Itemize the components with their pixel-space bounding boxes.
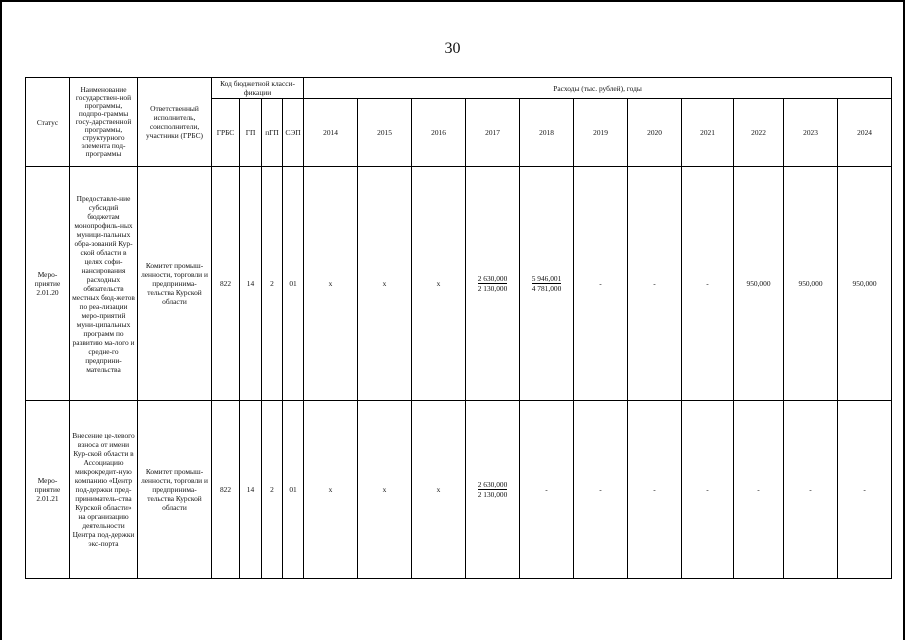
row-2015: х [358,167,412,401]
row-2016: х [412,167,466,401]
header-gp: ГП [240,99,262,167]
table-row [26,401,892,579]
amount-pair [478,274,508,293]
header-year-2020: 2020 [628,99,682,167]
header-sep: СЭП [283,99,304,167]
header-year-2016: 2016 [412,99,466,167]
header-year-2024: 2024 [838,99,892,167]
header-pgp: пГП [262,99,283,167]
amount-regional: 2 130,000 [477,490,508,499]
amount-total: 2 630,000 [477,480,508,489]
page-border-left [0,0,2,640]
amount-pair [478,480,508,499]
header-grbs: ГРБС [212,99,240,167]
table-row [26,167,892,401]
row-2017 [466,167,520,401]
row-2014: х [304,167,358,401]
row-2020: - [628,167,682,401]
row-2020: - [628,401,682,579]
row-status: Меро-приятие 2.01.20 [26,167,70,401]
row-status: Меро-приятие 2.01.21 [26,401,70,579]
row-2021: - [682,167,734,401]
row-2014: х [304,401,358,579]
row-2024: 950,000 [838,167,892,401]
row-2015: х [358,401,412,579]
header-row-1 [26,78,892,99]
row-name: Предоставле-ние субсидий бюджетам монопрофиль-ных муници-пальных обра-зований Кур-ской области в целях софи-нансирования расходных обязательств местных бюд-жетов по реа-лизации меро-приятий муни-ципальных программ по развитию ма-лого и средне-го предприни-мательства [70,167,138,401]
row-gp: 14 [240,401,262,579]
row-2019: - [574,167,628,401]
page-number: 30 [444,40,461,57]
amount-pair [532,274,562,293]
header-year-2023: 2023 [784,99,838,167]
row-2023: 950,000 [784,167,838,401]
amount-total: 2 630,000 [477,274,508,283]
row-pgp: 2 [262,401,283,579]
header-year-2017: 2017 [466,99,520,167]
row-2022: - [734,401,784,579]
header-responsible: Ответственный исполнитель, соисполнители, участники (ГРБС) [138,78,212,167]
row-grbs: 822 [212,401,240,579]
row-gp: 14 [240,167,262,401]
header-year-2019: 2019 [574,99,628,167]
row-2023: - [784,401,838,579]
row-name: Внесение це-левого взноса от имени Кур-ской области в Ассоциацию микрокредит-ную компанию «Центр под-держки пред-приниматель-ства Курской области» на организацию деятельности Центра под-держки экс-порта [70,401,138,579]
amount-total: 5 946,001 [531,274,562,283]
row-2022: 950,000 [734,167,784,401]
header-name: Наименование государствен-ной программы, подпро-граммы госу-дарственной программы, структурного элемента под-программы [70,78,138,167]
header-year-2022: 2022 [734,99,784,167]
row-sep: 01 [283,167,304,401]
header-budget-code: Код бюджетной класси-фикации [212,78,304,99]
row-2017 [466,401,520,579]
row-2018: - [520,401,574,579]
row-2021: - [682,401,734,579]
budget-table [25,77,892,579]
row-2018 [520,167,574,401]
row-responsible: Комитет промыш-ленности, торговли и предпринима-тельства Курской области [138,401,212,579]
row-2019: - [574,401,628,579]
row-pgp: 2 [262,167,283,401]
header-year-2015: 2015 [358,99,412,167]
header-expenses: Расходы (тыс. рублей), годы [304,78,892,99]
row-responsible: Комитет промыш-ленности, торговли и предпринима-тельства Курской области [138,167,212,401]
row-2024: - [838,401,892,579]
header-year-2018: 2018 [520,99,574,167]
header-year-2014: 2014 [304,99,358,167]
amount-regional: 2 130,000 [477,284,508,293]
amount-regional: 4 781,000 [531,284,562,293]
row-grbs: 822 [212,167,240,401]
row-2016: х [412,401,466,579]
page-border-top [0,0,905,2]
header-year-2021: 2021 [682,99,734,167]
row-sep: 01 [283,401,304,579]
header-status: Статус [26,78,70,167]
